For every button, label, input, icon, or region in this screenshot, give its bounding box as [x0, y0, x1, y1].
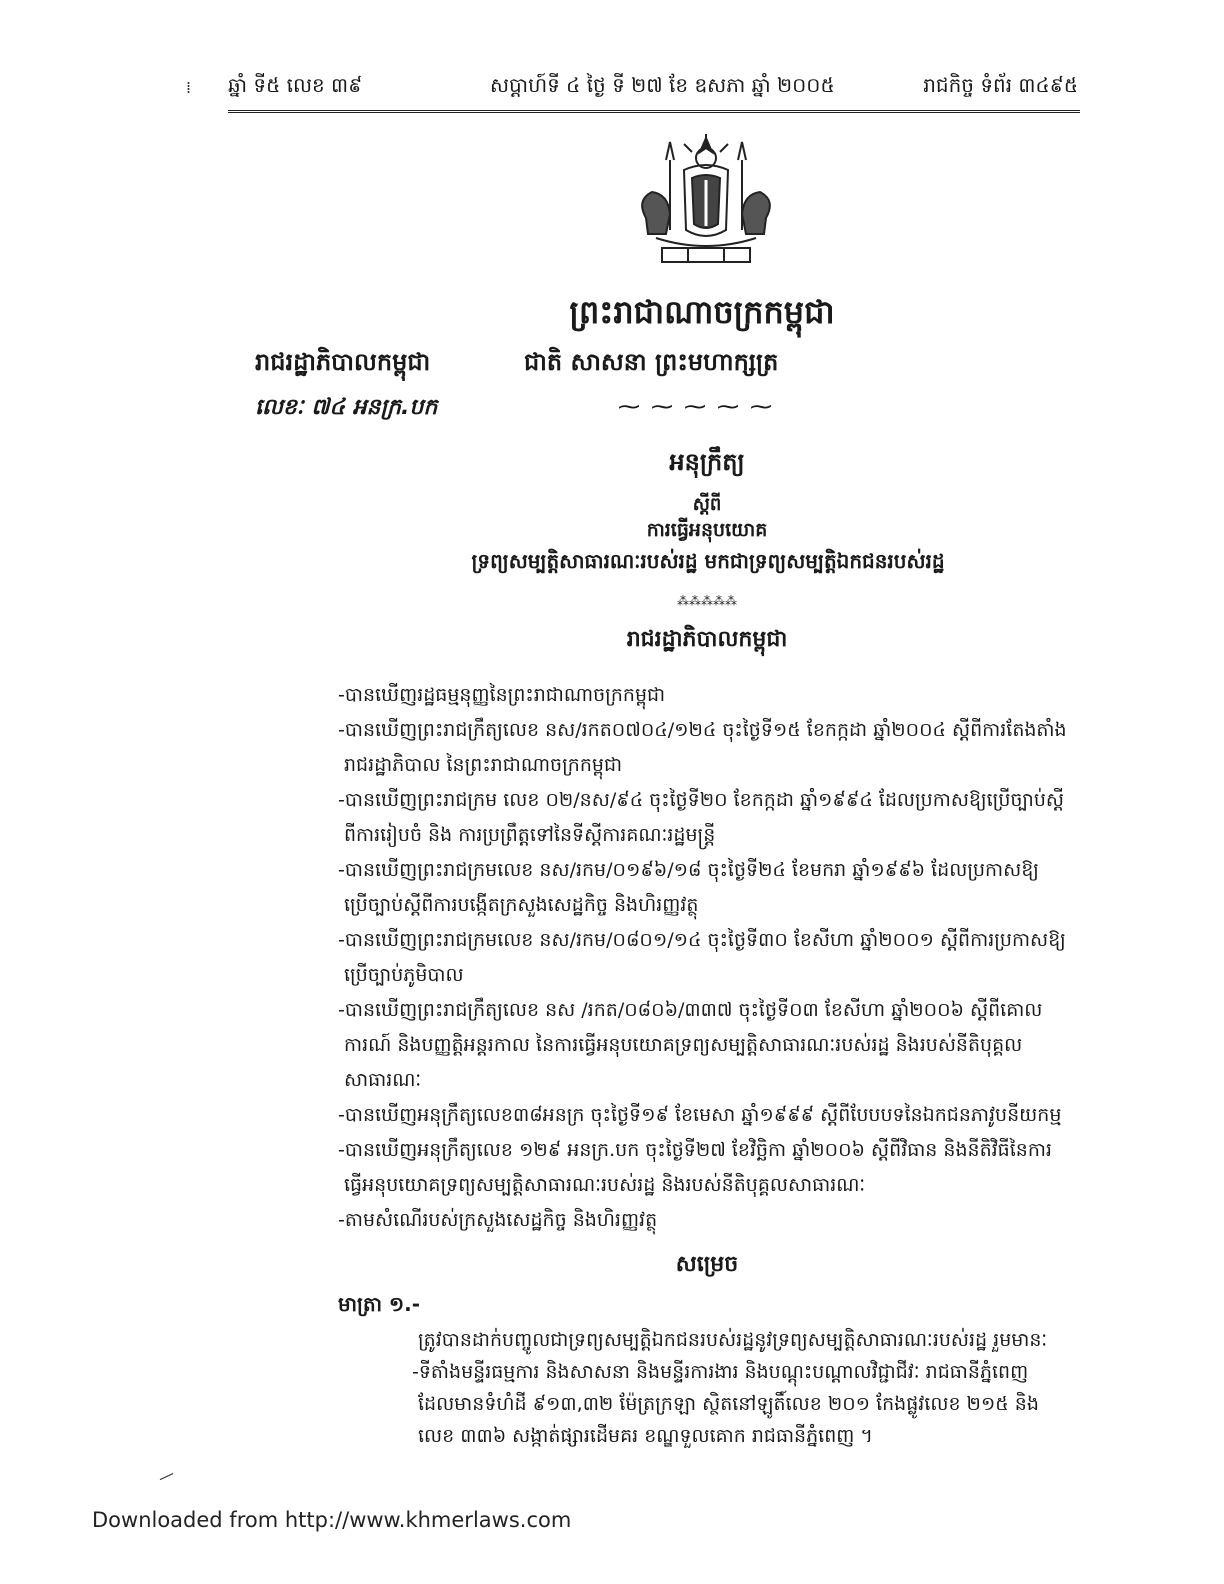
decree-number: លេខៈ ៧៤ អនក្រ.បក: [255, 395, 438, 420]
small-ornament: ⁂⁂⁂⁂⁂: [677, 594, 737, 608]
decree-title-line-2: ទ្រព្យសម្បត្តិសាធារណៈរបស់រដ្ឋ មកជាទ្រព្យសម្បត្តិឯកជនរបស់រដ្ឋ: [471, 549, 945, 573]
article-line: លេខ ៣៣៦ សង្កាត់ផ្សារដើមគរ ខណ្ឌទួលគោក រាជធានីភ្នំពេញ ។: [418, 1425, 873, 1447]
legal-basis-text: -បានឃើញព្រះរាជក្រមលេខ នស/រកម/០៨០១/១៤ ចុះថ្ងៃទី៣០ ខែសីហា ឆ្នាំ២០០១ ស្តីពីការប្រកាសឱ្យ: [338, 929, 1066, 951]
legal-basis-text: -បានឃើញព្រះរាជក្រមលេខ នស/រកម/០១៩៦/១៨ ចុះថ្ងៃទី២៤ ខែមករា ឆ្នាំ១៩៩៦ ដែលប្រកាសឱ្យ: [338, 859, 1039, 881]
article-line: -ទីតាំងមន្ទីរធម្មការ និងសាសនា និងមន្ទីរការងារ និងបណ្តុះបណ្តាលវិជ្ជាជីវៈ រាជធានីភ្នំពេញ: [412, 1361, 1029, 1383]
legal-basis-continuation: ពីការរៀបចំ និង ការប្រព្រឹត្តទៅនៃទីស្តីការគណៈរដ្ឋមន្ត្រី: [344, 824, 716, 846]
document-type: អនុក្រឹត្យ: [669, 448, 745, 476]
national-motto: ជាតិ សាសនា ព្រះមហាក្សត្រ: [524, 348, 779, 376]
scan-speck: —: [154, 1463, 178, 1488]
legal-basis-continuation: ការណ៍ និងបញ្ញត្តិអន្តរកាល នៃការធ្វើអនុបយោគទ្រព្យសម្បត្តិសាធារណៈរបស់រដ្ឋ និងរបស់នីតិបុគ្គល: [344, 1034, 1023, 1056]
legal-basis-text: -បានឃើញព្រះរាជក្រឹត្យលេខ នស/រកត០៧០៤/១២៤ ចុះថ្ងៃទី១៥ ខែកក្កដា ឆ្នាំ២០០៤ ស្តីពីការតែងតាំង: [338, 719, 1067, 741]
legal-basis-continuation: រាជរដ្ឋាភិបាល នៃព្រះរាជាណាចក្រកម្ពុជា: [344, 754, 623, 776]
legal-basis-continuation: ប្រើច្បាប់ភូមិបាល: [344, 964, 464, 986]
legal-basis-text: -បានឃើញអនុក្រឹត្យលេខ៣៨អនក្រ ចុះថ្ងៃទី១៩ ខែមេសា ឆ្នាំ១៩៩៩ ស្តីពីបែបបទនៃឯកជនភាវូបនីយកម្ម: [338, 1104, 1062, 1126]
legal-basis-continuation: ធ្វើអនុបយោគទ្រព្យសម្បត្តិសាធារណៈរបស់រដ្ឋ និងរបស់នីតិបុគ្គលសាធារណៈ: [344, 1174, 866, 1196]
header-divider: [228, 110, 1080, 113]
legal-basis-continuation: សាធារណៈ: [344, 1069, 422, 1091]
royal-coat-of-arms-icon: [626, 130, 786, 270]
gazette-date: សប្តាហ៍ទី ៤ ថ្ងៃ ទី ២៧ ខែ ឧសភា ឆ្នាំ ២០០៥: [490, 73, 835, 97]
legal-basis-text: -បានឃើញអនុក្រឹត្យលេខ ១២៩ អនក្រ.បក ចុះថ្ងៃទី២៧ ខែវិច្ឆិកា ឆ្នាំ២០០៦ ស្តីពីវិធាន និងនីតិវិធីនៃការ: [338, 1139, 1052, 1161]
gazette-issue: ឆ្នាំ ទី៥ លេខ ៣៩: [228, 73, 363, 97]
legal-basis-text: -បានឃើញព្រះរាជក្រឹត្យលេខ នស /រកត/០៨០៦/៣៣៧ ចុះថ្ងៃទី០៣ ខែសីហា ឆ្នាំ២០០៦ ស្តីពីគោល: [338, 999, 1043, 1021]
legal-basis-item: [338, 923, 1082, 993]
decision-heading: សម្រេច: [675, 1252, 739, 1277]
kingdom-title: ព្រះរាជាណាចក្រកម្ពុជា: [569, 293, 835, 331]
legal-basis-item: [338, 678, 1082, 713]
legal-basis-item: [338, 1203, 1082, 1238]
legal-basis-text: -បានឃើញរដ្ឋធម្មនុញ្ញនៃព្រះរាជាណាចក្រកម្ពុជា: [338, 684, 666, 706]
legal-basis-item: [338, 1098, 1082, 1133]
subject-label: ស្តីពី: [692, 494, 722, 515]
scan-speck: ⁞: [186, 78, 192, 97]
legal-basis-item: [338, 993, 1082, 1098]
legal-basis-text: -តាមសំណើរបស់ក្រសួងសេដ្ឋកិច្ច និងហិរញ្ញវត្ថុ: [338, 1209, 658, 1231]
download-source-footer: Downloaded from http://www.khmerlaws.com: [92, 1508, 572, 1532]
article-line: ដែលមានទំហំដី ៩១៣,៣២ ម៉ែត្រក្រឡា ស្ថិតនៅឡូតិ៍លេខ ២០១ កែងផ្លូវលេខ ២១៥ និង: [418, 1393, 1039, 1415]
article-label: មាត្រា ១.-: [338, 1292, 421, 1316]
legal-basis-item: [338, 853, 1082, 923]
gazette-page: រាជកិច្ច ទំព័រ ៣៤៩៥: [923, 73, 1078, 97]
decree-title-line-1: ការធ្វើអនុបយោគ: [646, 519, 768, 541]
legal-basis-item: [338, 1133, 1082, 1203]
legal-basis-item: [338, 713, 1082, 783]
issuing-authority: រាជរដ្ឋាភិបាលកម្ពុជា: [626, 627, 788, 652]
article-body: [412, 1324, 1082, 1452]
legal-basis-text: -បានឃើញព្រះរាជក្រម លេខ ០២/នស/៩៤ ចុះថ្ងៃទី២០ ខែកក្កដា ឆ្នាំ១៩៩៤ ដែលប្រកាសឱ្យប្រើច្បាប់ស្តី: [338, 789, 1064, 811]
legal-basis-item: [338, 783, 1082, 853]
title-ornament: ⁓ ⁓ ⁓ ⁓ ⁓: [618, 395, 774, 420]
gazette-header: [228, 72, 1078, 106]
government-name: រាជរដ្ឋាភិបាលកម្ពុជា: [255, 348, 431, 376]
legal-basis-continuation: ប្រើច្បាប់ស្តីពីការបង្កើតក្រសួងសេដ្ឋកិច្ច និងហិរញ្ញវត្ថុ: [344, 894, 699, 916]
article-line: ត្រូវបានដាក់បញ្ចូលជាទ្រព្យសម្បត្តិឯកជនរបស់រដ្ឋនូវទ្រព្យសម្បត្តិសាធារណៈរបស់រដ្ឋ រួមមានៈ: [418, 1329, 1048, 1351]
legal-basis-list: [338, 678, 1082, 1238]
